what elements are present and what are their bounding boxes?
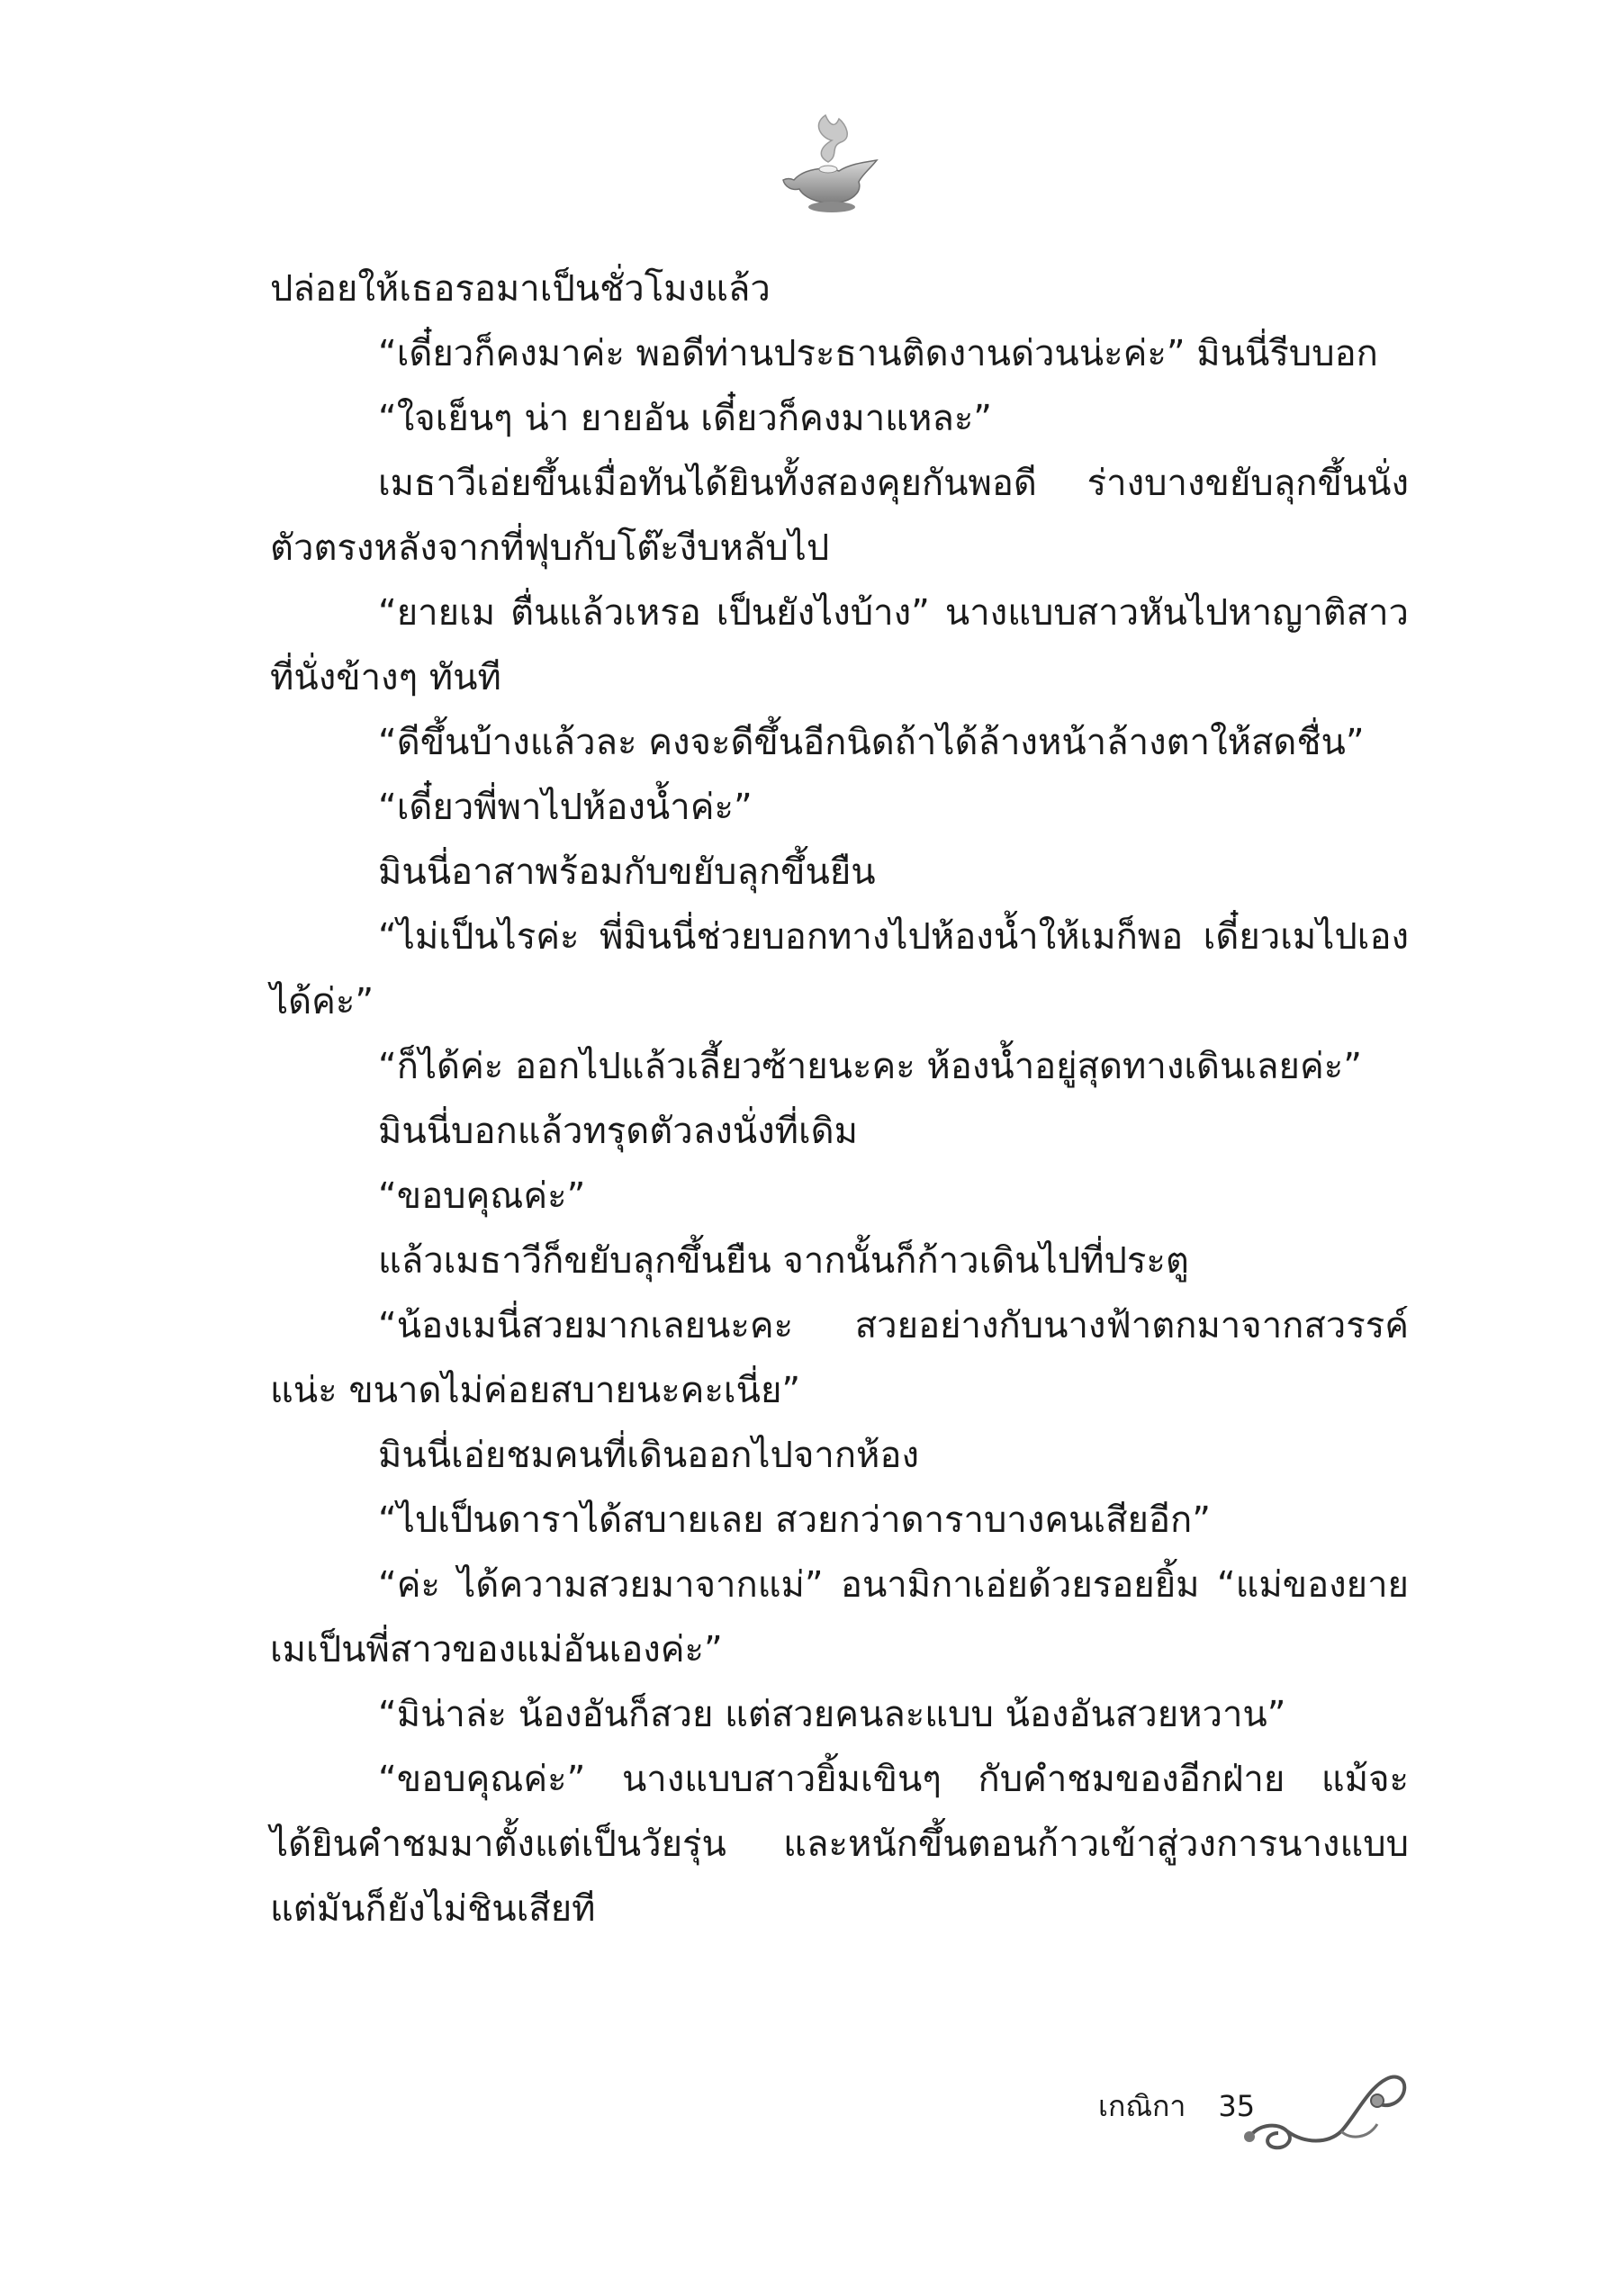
- page-footer: [1098, 2070, 1255, 2142]
- paragraph: “ขอบคุณค่ะ” นางแบบสาวยิ้มเขินๆ กับคำชมของอีกฝ่าย แม้จะได้ยินคำชมมาตั้งแต่เป็นวัยรุ่น และหนักขึ้นตอนก้าวเข้าสู่วงการนางแบบแต่มันก็ยังไม่ชินเสียที: [270, 1759, 1409, 1930]
- paragraph: “ไปเป็นดาราได้สบายเลย สวยกว่าดาราบางคนเสียอีก”: [378, 1499, 1211, 1541]
- paragraph: มินนี่อาสาพร้อมกับขยับลุกขึ้นยืน: [378, 851, 876, 893]
- paragraph: “ก็ได้ค่ะ ออกไปแล้วเลี้ยวซ้ายนะคะ ห้องน้ำอยู่สุดทางเดินเลยค่ะ”: [378, 1046, 1362, 1087]
- paragraph: แล้วเมธาวีก็ขยับลุกขึ้นยืน จากนั้นก็ก้าวเดินไปที่ประตู: [378, 1240, 1189, 1282]
- paragraph: “ค่ะ ได้ความสวยมาจากแม่” อนามิกาเอ่ยด้วยรอยยิ้ม “แม่ของยายเมเป็นพี่สาวของแม่อันเองค่ะ”: [270, 1564, 1409, 1670]
- paragraph: “ไม่เป็นไรค่ะ พี่มินนี่ช่วยบอกทางไปห้องน้ำให้เมก็พอ เดี๋ยวเมไปเองได้ค่ะ”: [270, 916, 1409, 1022]
- paragraph: “เดี๋ยวพี่พาไปห้องน้ำค่ะ”: [378, 787, 753, 828]
- page-number: 35: [1218, 2089, 1256, 2123]
- paragraph: “น้องเมนี่สวยมากเลยนะคะ สวยอย่างกับนางฟ้าตกมาจากสวรรค์แน่ะ ขนาดไม่ค่อยสบายนะคะเนี่ย”: [270, 1305, 1409, 1411]
- paragraph: ปล่อยให้เธอรอมาเป็นชั่วโมงแล้ว: [270, 268, 771, 310]
- paragraph: “ขอบคุณค่ะ”: [378, 1175, 586, 1217]
- paragraph: “มิน่าล่ะ น้องอันก็สวย แต่สวยคนละแบบ น้องอันสวยหวาน”: [378, 1694, 1286, 1735]
- body-text: [270, 257, 1409, 1941]
- paragraph: เมธาวีเอ่ยขึ้นเมื่อทันได้ยินทั้งสองคุยกันพอดี ร่างบางขยับลุกขึ้นนั่งตัวตรงหลังจากที่ฟุบกับโต๊ะงีบหลับไป: [270, 463, 1409, 569]
- running-title: เกณิกา: [1098, 2088, 1186, 2123]
- paragraph: มินนี่เอ่ยชมคนที่เดินออกไปจากห้อง: [378, 1435, 919, 1476]
- paragraph: “ใจเย็นๆ น่า ยายอัน เดี๋ยวก็คงมาแหละ”: [378, 398, 993, 439]
- paragraph: มินนี่บอกแล้วทรุดตัวลงนั่งที่เดิม: [378, 1111, 859, 1152]
- lamp-icon: [776, 106, 893, 223]
- paragraph: “เดี๋ยวก็คงมาค่ะ พอดีท่านประธานติดงานด่วนน่ะค่ะ” มินนี่รีบบอก: [378, 333, 1378, 374]
- paragraph: “ดีขึ้นบ้างแล้วละ คงจะดีขึ้นอีกนิดถ้าได้ล้างหน้าล้างตาให้สดชื่น”: [378, 722, 1365, 763]
- stethoscope-icon: [1242, 2061, 1413, 2160]
- paragraph: “ยายเม ตื่นแล้วเหรอ เป็นยังไงบ้าง” นางแบบสาวหันไปหาญาติสาวที่นั่งข้างๆ ทันที: [270, 592, 1409, 698]
